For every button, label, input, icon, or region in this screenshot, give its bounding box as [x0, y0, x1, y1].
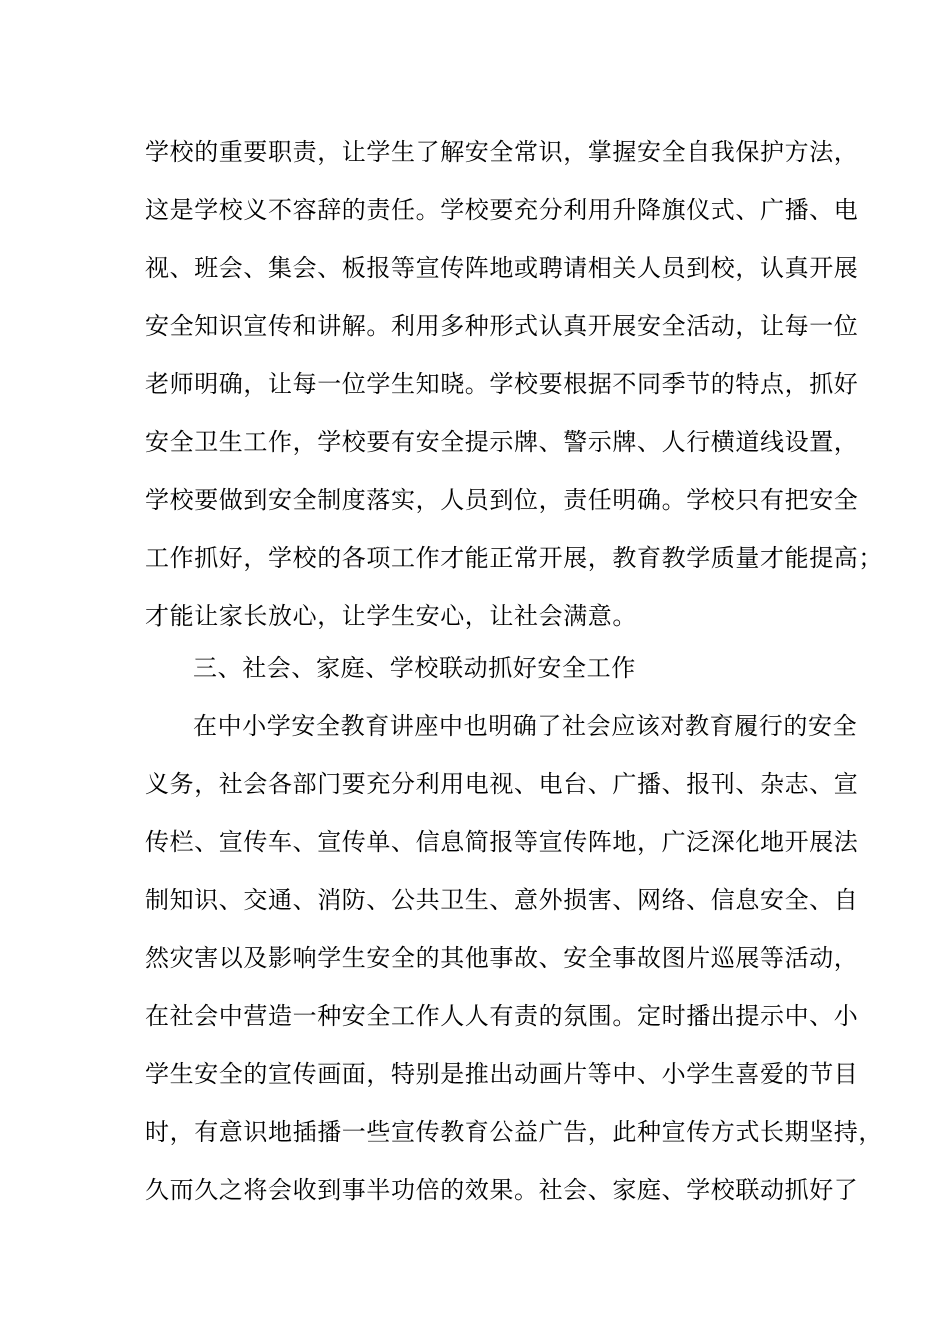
paragraph-line: 安全知识宣传和讲解。利用多种形式认真开展安全活动，让每一位 [145, 312, 859, 340]
section-heading: 三、社会、家庭、学校联动抓好安全工作 [193, 654, 636, 682]
paragraph-line: 制知识、交通、消防、公共卫生、意外损害、网络、信息安全、自 [145, 886, 859, 914]
paragraph-line: 老师明确，让每一位学生知晓。学校要根据不同季节的特点，抓好 [145, 370, 859, 398]
paragraph-line: 久而久之将会收到事半功倍的效果。社会、家庭、学校联动抓好了 [145, 1176, 859, 1204]
paragraph-line: 学校要做到安全制度落实，人员到位，责任明确。学校只有把安全 [145, 486, 859, 514]
paragraph-line: 视、班会、集会、板报等宣传阵地或聘请相关人员到校，认真开展 [145, 254, 859, 282]
paragraph-line: 学校的重要职责，让学生了解安全常识，掌握安全自我保护方法， [145, 138, 859, 166]
paragraph-line: 在中小学安全教育讲座中也明确了社会应该对教育履行的安全 [193, 712, 858, 740]
paragraph-line: 在社会中营造一种安全工作人人有责的氛围。定时播出提示中、小 [145, 1002, 859, 1030]
paragraph-line: 传栏、宣传车、宣传单、信息简报等宣传阵地，广泛深化地开展法 [145, 828, 859, 856]
paragraph-line: 这是学校义不容辞的责任。学校要充分利用升降旗仪式、广播、电 [145, 196, 859, 224]
paragraph-line: 工作抓好，学校的各项工作才能正常开展，教育教学质量才能提高； [145, 544, 883, 572]
paragraph-line: 时，有意识地插播一些宣传教育公益广告，此种宣传方式长期坚持， [145, 1118, 883, 1146]
paragraph-line: 安全卫生工作，学校要有安全提示牌、警示牌、人行横道线设置， [145, 428, 859, 456]
paragraph-line: 然灾害以及影响学生安全的其他事故、安全事故图片巡展等活动， [145, 944, 859, 972]
paragraph-line: 义务，社会各部门要充分利用电视、电台、广播、报刊、杂志、宣 [145, 770, 859, 798]
paragraph-line: 才能让家长放心，让学生安心，让社会满意。 [145, 602, 637, 630]
paragraph-line: 学生安全的宣传画面，特别是推出动画片等中、小学生喜爱的节目 [145, 1060, 859, 1088]
